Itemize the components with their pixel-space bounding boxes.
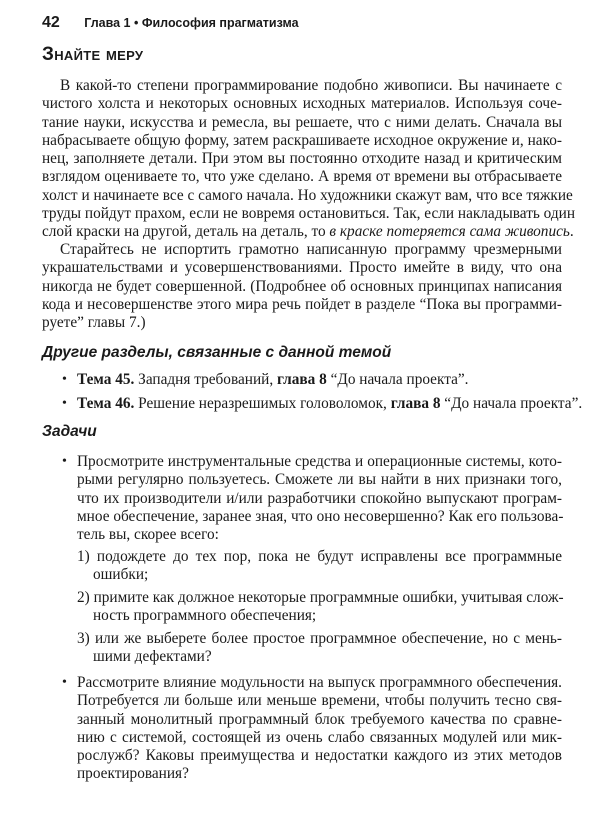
text-line: проектирования?	[77, 765, 189, 783]
bold-text: глава 8	[390, 395, 441, 412]
related-item	[62, 395, 583, 413]
paragraph-1	[42, 77, 576, 242]
related-item	[62, 371, 562, 389]
text-line	[42, 223, 574, 241]
bold-text: Тема 46.	[77, 395, 135, 412]
text-line: В какой-то степени программирование подобно живописи. Вы начинаете с	[60, 77, 562, 94]
text-line: руете” главы 7.)	[42, 314, 146, 332]
text-line: взглядом оцениваете то, что уже сделано. А время от времени вы отбрасываете	[42, 168, 562, 186]
bullet-icon: •	[62, 675, 67, 690]
text-line: никогда не будет совершенной. (Подробнее об основных принципах написания	[42, 277, 562, 295]
task-item	[62, 674, 562, 784]
related-heading: Другие разделы, связанные с данной темой	[42, 344, 392, 361]
text-line: нию с системой, состоящей из очень слабо связанных модулей или мик-	[77, 728, 562, 746]
text-line: рослужб? Каковы преимущества и недостатки каждого из этих методов	[77, 747, 562, 765]
text-line: Рассмотрите влияние модульности на выпуск программного обеспечения.	[77, 674, 562, 691]
text-span: “До начала проекта”.	[440, 395, 583, 412]
bullet-icon: •	[62, 454, 67, 469]
text-line: чистого холста и некоторых основных исходных материалов. Используя соче-	[42, 95, 562, 113]
text-line: Старайтесь не испортить грамотно написанную программу чрезмерными	[60, 241, 562, 258]
bold-text: Тема 45.	[77, 371, 135, 388]
text-line: тание науки, искусства и ремесла, вы решаете, что с ними делать. Сначала вы	[42, 113, 562, 131]
text-line: труды пойдут прахом, если не вовремя остановиться. Так, если накладывать один	[42, 205, 576, 223]
text-line: кода и несовершенстве этого мира речь пойдет в разделе “Пока вы программи-	[42, 295, 562, 313]
text-line	[77, 371, 562, 389]
text-line: Потребуется ли больше или меньше времени, чтобы получить тесно свя-	[77, 692, 562, 710]
text-line: набрасываете общую форму, затем раскрашиваете исходное окружение и, нако-	[42, 131, 562, 149]
tasks-heading: Задачи	[42, 423, 97, 440]
text-line: ность программного обеспечения;	[93, 607, 317, 625]
chapter-title: Глава 1 • Философия прагматизма	[84, 16, 299, 30]
text-span: .	[569, 223, 574, 241]
text-line: рыми регулярно пользуетесь. Сможете ли вы найти в них признаки того,	[77, 471, 562, 489]
section-title: Знайте меру	[42, 44, 144, 65]
page-number: 42	[42, 14, 60, 31]
text-line: шими дефектами?	[93, 648, 212, 666]
task-option	[77, 589, 562, 626]
running-header	[42, 14, 299, 32]
italic-text: в краске потеряется сама живопись	[329, 223, 570, 241]
text-line: 1) подождете до тех пор, пока не будут исправлены все программные	[77, 548, 562, 565]
task-option	[77, 630, 562, 667]
task-item	[62, 453, 564, 544]
text-line: 2) примите как должное некоторые программные ошибки, учитывая слож-	[77, 589, 564, 606]
task-option	[77, 548, 562, 585]
bullet-icon: •	[62, 396, 67, 411]
text-line: ошибки;	[93, 566, 149, 584]
text-line: холст и начинаете все с самого начала. Но художники скажут вам, что все тяжкие	[42, 186, 573, 204]
text-line: мное обеспечение, заранее зная, что оно несовершенно? Как его пользова-	[77, 507, 564, 525]
text-span: Решение неразрешимых головоломок,	[134, 395, 391, 412]
text-line: тель вы, скорее всего:	[77, 526, 219, 544]
text-span: слой краски на другой, деталь на деталь, то	[42, 223, 330, 241]
text-line: украшательствами и усовершенствованиями. Просто имейте в виду, что она	[42, 259, 562, 277]
text-line: занный монолитный программный блок требуемого качества по сравне-	[77, 710, 562, 728]
bold-text: глава 8	[276, 371, 327, 388]
text-span: “До начала проекта”.	[326, 371, 469, 388]
text-line: Просмотрите инструментальные средства и операционные системы, кото-	[77, 453, 562, 470]
text-line: 3) или же выберете более простое программное обеспечение, но с мень-	[77, 630, 562, 647]
text-line	[77, 395, 583, 413]
text-span: Западня требований,	[134, 371, 277, 388]
text-line: что их производители и/или разработчики спокойно выпускают програм-	[77, 489, 562, 507]
bullet-icon: •	[62, 372, 67, 387]
paragraph-2	[42, 241, 562, 332]
text-line: нец, заполняете детали. При этом вы постоянно отходите назад и критическим	[42, 150, 562, 168]
